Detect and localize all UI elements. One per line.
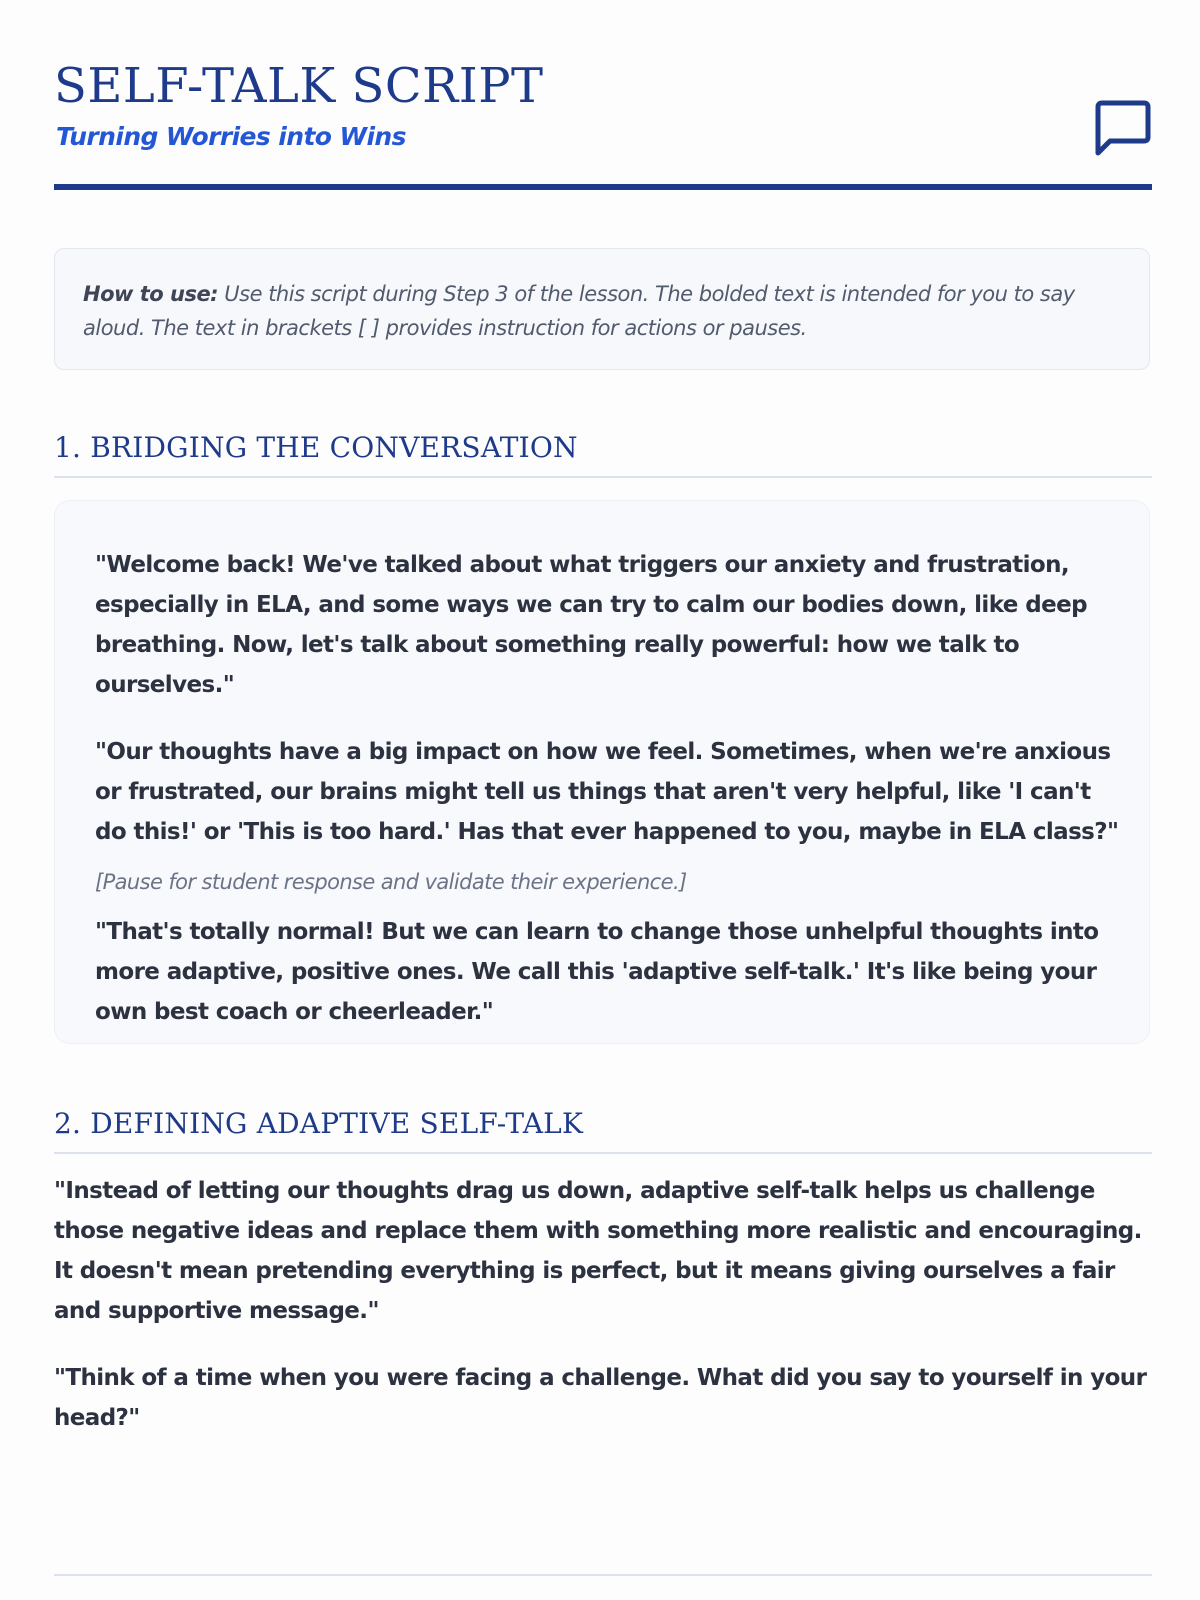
script-line: "That's totally normal! But we can learn to change those unhelpful thoughts into more adaptive, positive ones. We call this 'adaptive self-talk.' It's like being your own best coach or cheerleader." (95, 919, 1099, 1025)
chat-bubble-icon (1090, 97, 1152, 159)
how-to-use-label: How to use: (83, 282, 219, 306)
footer-divider (54, 1574, 1152, 1576)
script-line: "Welcome back! We've talked about what triggers our anxiety and frustration, especially in ELA, and some ways we can try to calm our bodies down, like deep breathing. Now, let's talk about something really powerful: how we talk to ourselves." (95, 552, 1087, 698)
script-line: "Think of a time when you were facing a challenge. What did you say to yourself in your head?" (54, 1365, 1147, 1431)
section-heading-defining: 2. DEFINING ADAPTIVE SELF-TALK (54, 1104, 1152, 1154)
script-line: "Our thoughts have a big impact on how we feel. Sometimes, when we're anxious or frustrated, our brains might tell us things that aren't very helpful, like 'I can't do this!' or 'This is too hard.' Has that ever happened to you, maybe in ELA class?" (95, 739, 1119, 845)
page-title: SELF-TALK SCRIPT (54, 58, 544, 114)
how-to-use-box (54, 248, 1150, 370)
page-header (54, 54, 1152, 194)
page (54, 0, 1152, 1600)
how-to-use-text: Use this script during Step 3 of the lesson. The bolded text is intended for you to say aloud. The text in brackets [ ] provides instruction for actions or pauses. (83, 282, 1075, 340)
script-card (54, 500, 1150, 1044)
header-divider (54, 184, 1152, 190)
section-body (54, 1171, 1152, 1438)
script-line: "Instead of letting our thoughts drag us down, adaptive self-talk helps us challenge those negative ideas and replace them with something more realistic and encouraging. It doesn't mean pretending everything is perfect, but it means giving ourselves a fair and supportive message." (54, 1178, 1142, 1324)
stage-direction: [Pause for student response and validate their experience.] (95, 870, 687, 894)
page-subtitle: Turning Worries into Wins (56, 122, 406, 151)
section-heading-bridging: 1. BRIDGING THE CONVERSATION (54, 428, 1152, 478)
